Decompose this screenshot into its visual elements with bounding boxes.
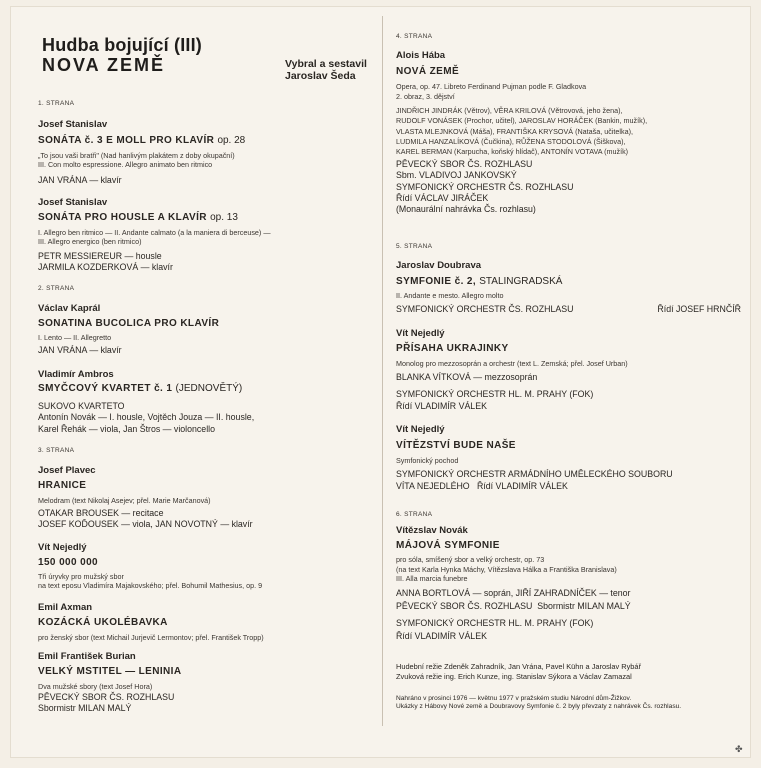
performer-line: SYMFONICKÝ ORCHESTR ARMÁDNÍHO UMĚLECKÉHO SOUBORU <box>396 469 673 479</box>
performer-line: JAN VRÁNA — klavír <box>38 345 122 355</box>
column-divider <box>382 16 383 726</box>
performer-line: SUKOVO KVARTETO <box>38 401 125 411</box>
performers <box>38 175 122 186</box>
cast-line: JINDŘICH JINDRÁK (Větrov), VĚRA KRILOVÁ (Větrovová, jeho žena), <box>396 106 623 115</box>
composer-stanislav-2: Josef Stanislav <box>38 197 108 208</box>
composer-stanislav-1: Josef Stanislav <box>38 119 108 130</box>
desc-line: I. Allegro ben ritmico — II. Andante calmato (a la maniera di berceuse) — <box>38 228 271 237</box>
performer-line: Karel Řehák — viola, Jan Štros — violoncello <box>38 423 215 434</box>
side-label-3: 3. STRANA <box>38 447 75 454</box>
work-title-text: SONÁTA č. 3 E MOLL PRO KLAVÍR <box>38 135 215 146</box>
desc-line: Symfonický pochod <box>396 456 459 465</box>
work-title-symfonie-2 <box>396 276 562 287</box>
work-title-mstitel: VELKÝ MSTITEL — LENINIA <box>38 666 182 677</box>
desc-line: Opera, op. 47. Libreto Ferdinand Pujman podle F. Gladkova <box>396 82 587 91</box>
work-opus: op. 28 <box>217 135 246 146</box>
performer-line: OTAKAR BROUSEK — recitace <box>38 508 164 518</box>
album-title-line2: NOVA ZEMĚ <box>42 55 166 75</box>
work-description <box>396 555 617 584</box>
work-title-prisaha: PŘÍSAHA UKRAJINKY <box>396 343 509 354</box>
composer-doubrava: Jaroslav Doubrava <box>396 260 482 271</box>
cast-line: VLASTA MLEJNKOVÁ (Máša), FRANTIŠKA KRYSOVÁ (Nataša, učitelka), <box>396 126 633 136</box>
performer-line: BLANKA VÍTKOVÁ — mezzosoprán <box>396 372 538 382</box>
performer-line: ANNA BORTLOVÁ — soprán, JIŘÍ ZAHRADNÍČEK — tenor <box>396 588 631 598</box>
work-opus: (JEDNOVĚTÝ) <box>175 383 243 394</box>
recording-line: Ukázky z Hábovy Nové země a Doubravovy Symfonie č. 2 byly převzaty z nahrávek Čs. rozhlasu. <box>396 703 682 711</box>
performer-line: JAN VRÁNA — klavír <box>38 175 122 185</box>
cast-line: RUDOLF VONÁSEK (Prochor, učitel), JAROSLAV HORÁČEK (Bankin, mužík), <box>396 116 648 126</box>
performer-line: JOSEF KOĎOUSEK — viola, JAN NOVOTNÝ — klavír <box>38 519 253 530</box>
compiled-by <box>285 58 367 82</box>
performers <box>38 251 173 274</box>
performers <box>396 304 741 315</box>
desc-line: Monolog pro mezzosoprán a orchestr (text L. Zemská; přel. Josef Urban) <box>396 359 628 368</box>
performer-line: SYMFONICKÝ ORCHESTR HL. M. PRAHY (FOK) <box>396 388 594 399</box>
performer-line: PETR MESSIEREUR — housle <box>38 251 162 261</box>
composer-haba: Alois Hába <box>396 50 446 61</box>
work-title-hranice: HRANICE <box>38 480 87 491</box>
performer-line: Řídí VÁCLAV JIRÁČEK <box>396 192 489 203</box>
printer-mark-icon: ✤ <box>735 744 743 754</box>
side-label-1: 1. STRANA <box>38 100 75 107</box>
desc-line: III. Alla marcia funebre <box>396 574 468 583</box>
work-description <box>38 496 211 505</box>
opera-cast <box>396 106 647 157</box>
credit-line: Hudební režie Zdeněk Zahradník, Jan Vrána, Pavel Kühn a Jaroslav Rybář <box>396 662 641 671</box>
composer-nejedly-3: Vít Nejedlý <box>396 424 445 435</box>
composer-nejedly-2: Vít Nejedlý <box>396 328 445 339</box>
cast-line: KAREL BERMAN (Karpucha, koňský hlídač), ANTONÍN VOTAVA (mužík) <box>396 147 629 157</box>
desc-line: pro ženský sbor (text Michail Jurjevič Lermontov; přel. František Tropp) <box>38 633 264 642</box>
work-title-150000000: 150 000 000 <box>38 557 99 568</box>
desc-line: II. Andante e mesto. Allegro molto <box>396 291 504 300</box>
performer-line: SYMFONICKÝ ORCHESTR HL. M. PRAHY (FOK) <box>396 618 594 628</box>
performer-orchestra: SYMFONICKÝ ORCHESTR ČS. ROZHLASU <box>396 304 574 314</box>
side-label-5: 5. STRANA <box>396 243 433 250</box>
composer-burian: Emil František Burian <box>38 651 136 662</box>
performers <box>396 468 673 492</box>
composer-kapral: Václav Kaprál <box>38 303 101 314</box>
performers <box>38 345 122 356</box>
work-subtitle: STALINGRADSKÁ <box>479 276 563 287</box>
side-label-6: 6. STRANA <box>396 511 433 518</box>
desc-line: (na text Karla Hynka Máchy, Vítězslava Hálka a Františka Branislava) <box>396 564 617 574</box>
composer-ambros: Vladimír Ambros <box>38 369 114 380</box>
performer-line: Antonín Novák — I. housle, Vojtěch Jouza — II. housle, <box>38 412 255 423</box>
desc-line: na text eposu Vladimíra Majakovského; přel. Bohumil Mathesius, op. 9 <box>38 581 263 590</box>
work-title-majova: MÁJOVÁ SYMFONIE <box>396 540 500 551</box>
performer-line: (Monaurální nahrávka Čs. rozhlasu) <box>396 204 536 215</box>
work-title-sonata-3 <box>38 135 245 146</box>
performers <box>38 508 253 531</box>
performer-line: PĚVECKÝ SBOR ČS. ROZHLASU <box>396 159 533 169</box>
work-title-violin-sonata <box>38 212 238 223</box>
work-description <box>396 82 586 102</box>
desc-line: „To jsou vaši bratři" (Nad hanlivým plakátem z doby okupační) <box>38 151 235 160</box>
work-title-ukolebavka: KOZÁCKÁ UKOLÉBAVKA <box>38 617 168 628</box>
production-credits <box>396 662 641 682</box>
work-title-nova-zeme: NOVÁ ZEMĚ <box>396 66 460 77</box>
desc-line: III. Allegro energico (ben ritmico) <box>38 237 142 246</box>
work-description <box>38 572 262 590</box>
performer-line: PĚVECKÝ SBOR ČS. ROZHLASU <box>38 692 175 702</box>
composer-axman: Emil Axman <box>38 602 93 613</box>
work-opus: op. 13 <box>210 212 238 223</box>
performer-line: JARMILA KOZDERKOVÁ — klavír <box>38 262 173 273</box>
desc-line: 2. obraz, 3. dějství <box>396 92 455 101</box>
performer-line: Sbm. VLADIVOJ JANKOVSKÝ <box>396 170 517 181</box>
performer-conductor: Řídí JOSEF HRNČÍŘ <box>657 304 741 314</box>
desc-line: Dva mužské sbory (text Josef Hora) <box>38 682 153 691</box>
performers <box>396 159 573 215</box>
work-description <box>38 682 152 691</box>
performer-line: Sbormistr MILAN MALÝ <box>38 703 132 714</box>
performer-line: SYMFONICKÝ ORCHESTR ČS. ROZHLASU <box>396 181 574 192</box>
performer-line: Řídí VLADIMÍR VÁLEK <box>396 631 487 641</box>
performer-line: Řídí VLADIMÍR VÁLEK <box>396 401 487 411</box>
performers <box>38 401 254 435</box>
performers <box>38 692 174 715</box>
work-description <box>38 633 264 642</box>
work-description <box>38 151 235 169</box>
desc-line: I. Lento — II. Allegretto <box>38 333 112 342</box>
work-description <box>38 333 111 342</box>
recording-line: Nahráno v prosinci 1976 — květnu 1977 v pražském studiu Národní dům-Žižkov. <box>396 695 632 702</box>
work-description <box>38 228 271 246</box>
composer-nejedly-1: Vít Nejedlý <box>38 542 87 553</box>
work-title-quartet <box>38 383 242 394</box>
performer-line: PĚVECKÝ SBOR ČS. ROZHLASU Sbormistr MILAN MALÝ <box>396 601 631 611</box>
credit-line: Zvuková režie ing. Erich Kunze, ing. Stanislav Sýkora a Václav Zamazal <box>396 672 632 681</box>
desc-line: Tři úryvky pro mužský sbor <box>38 572 124 581</box>
work-title-text: SYMFONIE č. 2, <box>396 276 477 287</box>
work-description <box>396 291 503 300</box>
desc-line: pro sóla, smíšený sbor a velký orchestr, op. 73 <box>396 555 545 564</box>
performer-line: VÍTA NEJEDLÉHO Řídí VLADIMÍR VÁLEK <box>396 481 568 491</box>
performers <box>396 371 593 413</box>
album-back-cover <box>10 6 751 758</box>
composer-plavec: Josef Plavec <box>38 465 96 476</box>
compiled-by-line2: Jaroslav Šeda <box>285 70 356 82</box>
work-title-vitezstvi: VÍTĚZSTVÍ BUDE NAŠE <box>396 440 516 451</box>
desc-line: III. Con molto espressione. Allegro animato ben ritmico <box>38 160 213 169</box>
compiled-by-line1: Vybral a sestavil <box>285 58 367 70</box>
work-description <box>396 456 458 465</box>
side-label-2: 2. STRANA <box>38 285 75 292</box>
recording-note <box>396 695 681 712</box>
work-title-text: SMYČCOVÝ KVARTET č. 1 <box>38 383 173 394</box>
performers <box>396 587 631 643</box>
desc-line: Melodram (text Nikolaj Asejev; přel. Marie Marčanová) <box>38 496 211 505</box>
album-title-line1: Hudba bojující (III) <box>42 35 202 55</box>
cast-line: LUDMILA HANZALÍKOVÁ (Čučkina), RŮŽENA STODOLOVÁ (Šiškova), <box>396 136 626 146</box>
work-description <box>396 359 628 368</box>
composer-novak: Vítězslav Novák <box>396 525 468 536</box>
work-title-text: SONÁTA PRO HOUSLE A KLAVÍR <box>38 212 207 223</box>
side-label-4: 4. STRANA <box>396 33 433 40</box>
work-title-sonatina: SONATINA BUCOLICA PRO KLAVÍR <box>38 318 220 329</box>
